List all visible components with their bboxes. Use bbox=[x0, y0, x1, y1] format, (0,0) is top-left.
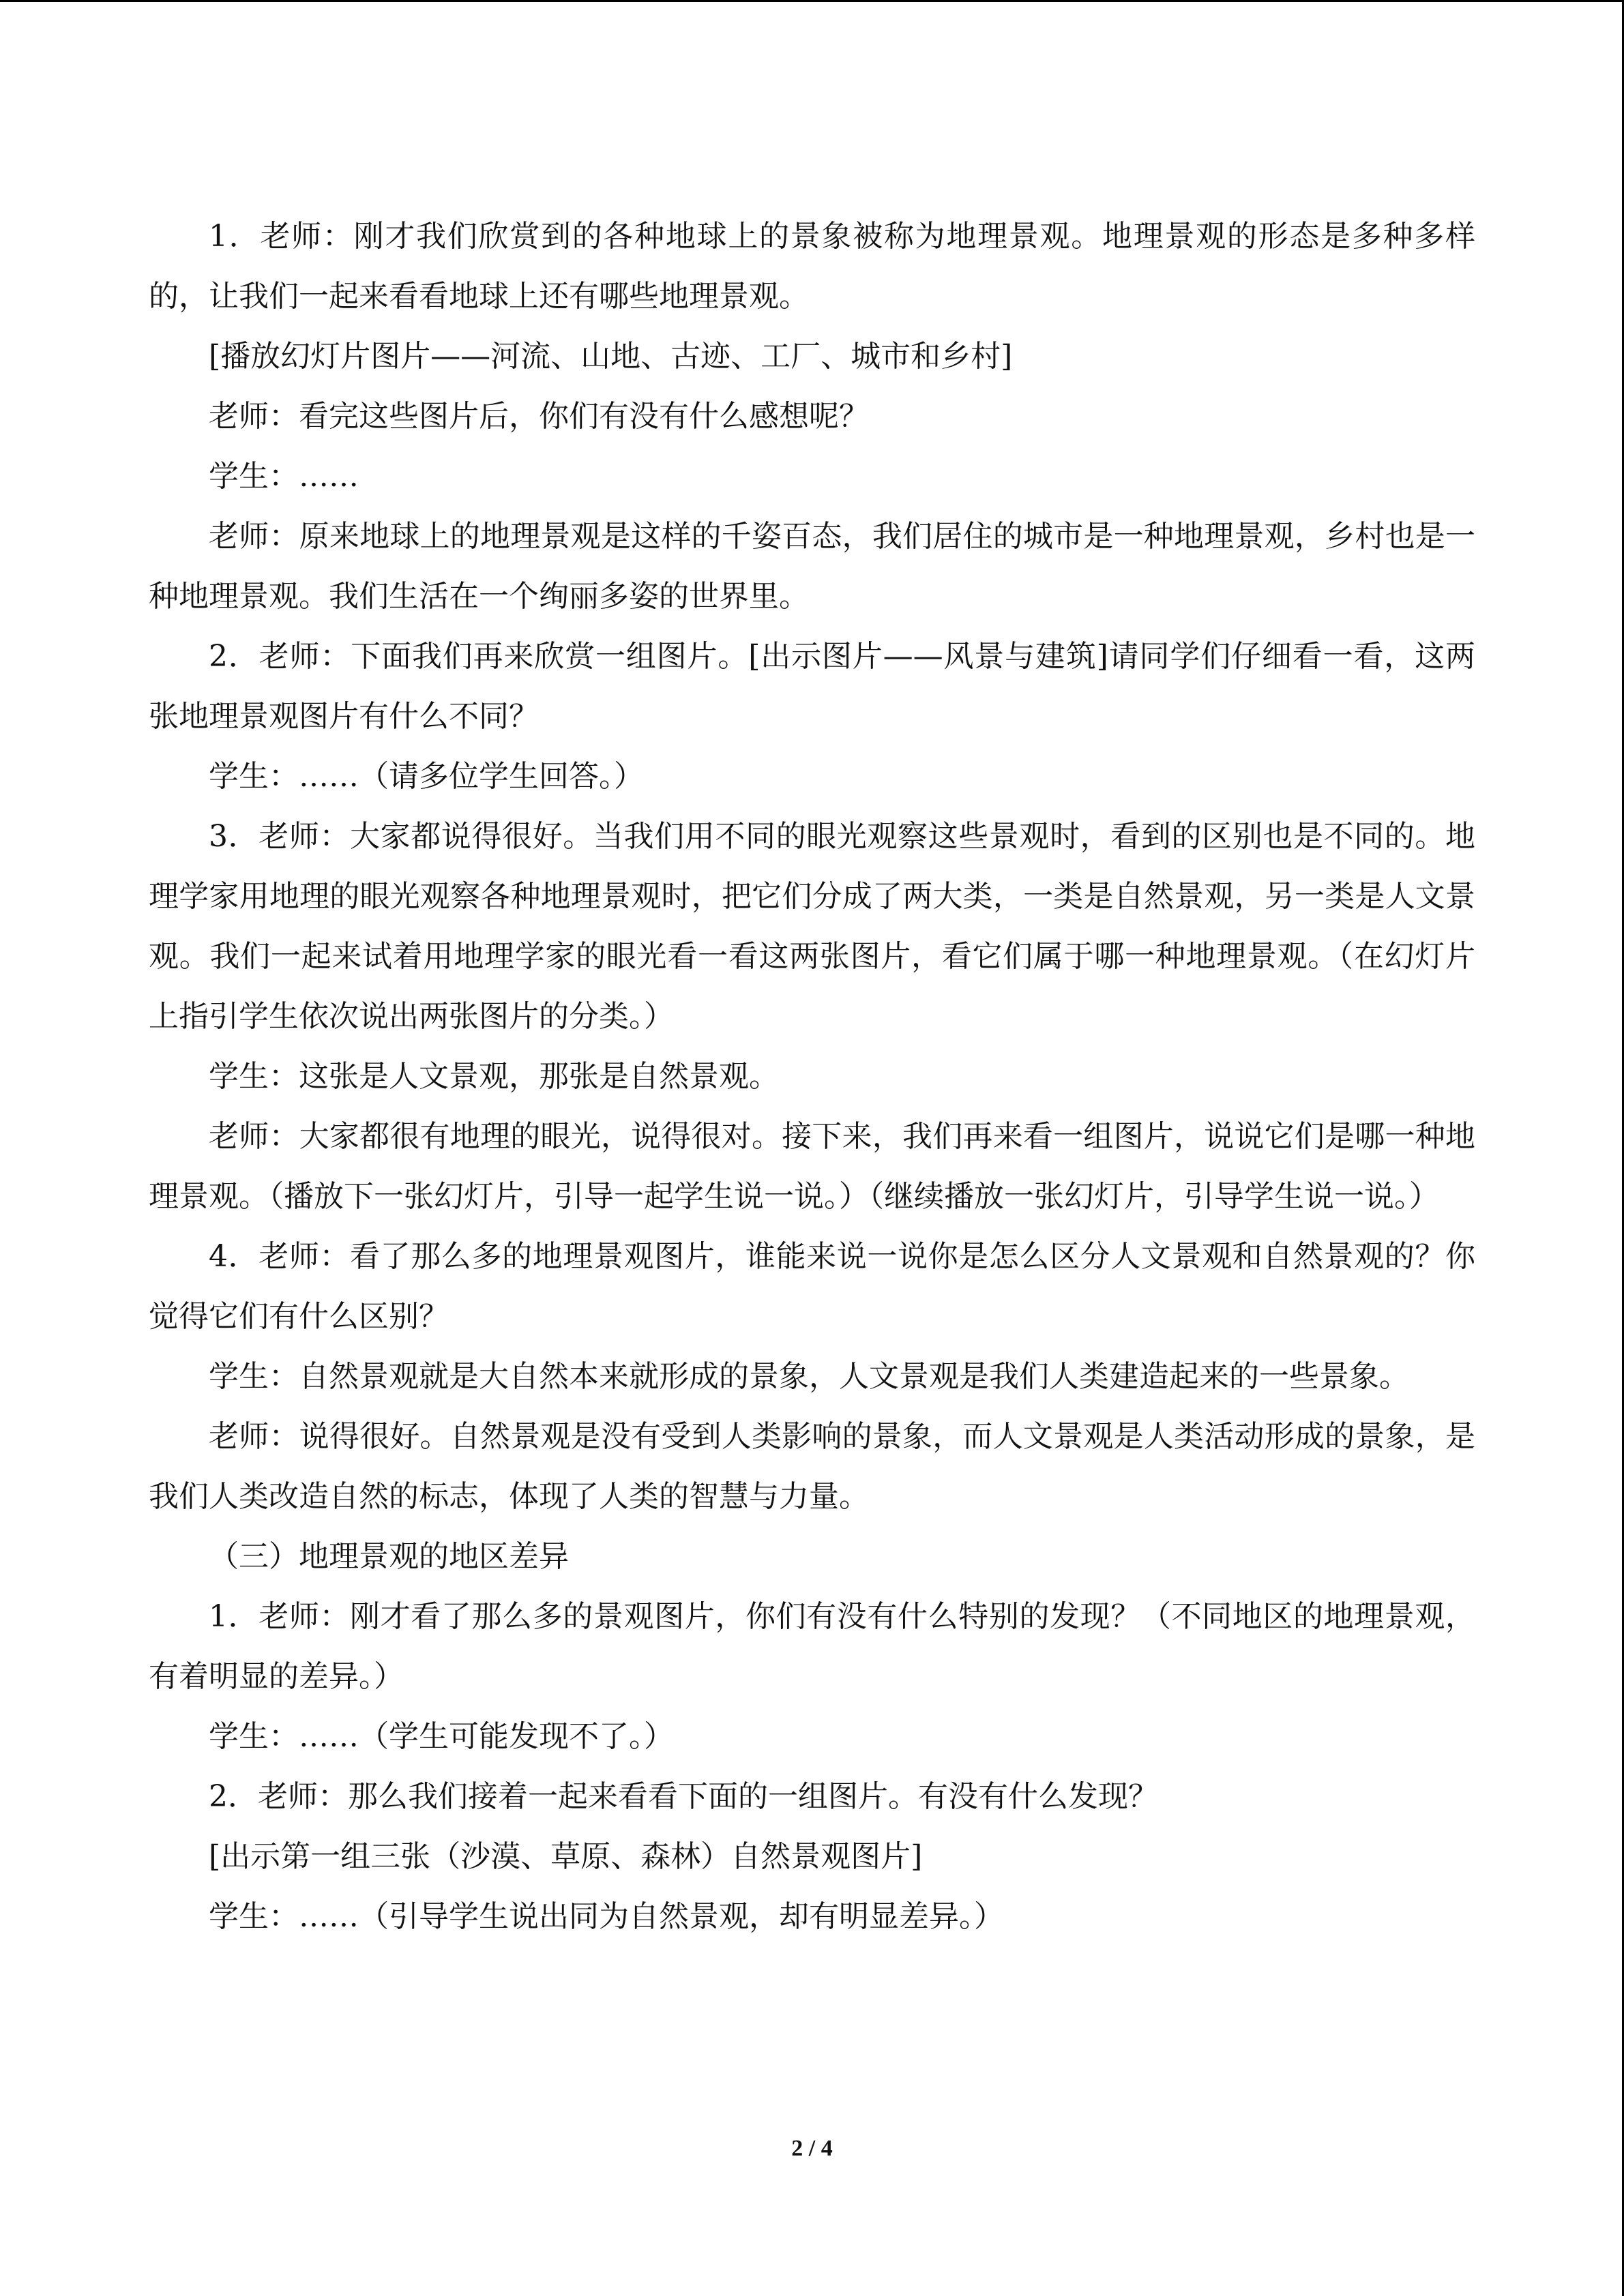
paragraph-3: 老师：看完这些图片后，你们有没有什么感想呢？ bbox=[209, 399, 869, 434]
paragraph-18: [出示第一组三张（沙漠、草原、森林）自然景观图片] bbox=[209, 1839, 923, 1874]
document-body bbox=[149, 207, 1475, 1947]
paragraph-15: 1．老师：刚才看了那么多的景观图片，你们有没有什么特别的发现？（不同地区的地理景观，有着明显的差异。） bbox=[149, 1599, 1475, 1694]
paragraph-19: 学生：……（引导学生说出同为自然景观，却有明显差异。） bbox=[209, 1899, 1004, 1934]
section-heading: （三）地理景观的地区差异 bbox=[209, 1539, 569, 1574]
paragraph-8: 3．老师：大家都说得很好。当我们用不同的眼光观察这些景观时，看到的区别也是不同的。地理学家用地理的眼光观察各种地理景观时，把它们分成了两大类，一类是自然景观，另一类是人文景观。我们一起来试着用地理学家的眼光看一看这两张图片，看它们属于哪一种地理景观。（在幻灯片上指引学生依次说出两张图片的分类。） bbox=[149, 819, 1475, 1034]
paragraph-11: 4．老师：看了那么多的地理景观图片，谁能来说一说你是怎么区分人文景观和自然景观的？你觉得它们有什么区别？ bbox=[149, 1239, 1475, 1334]
paragraph-4: 学生：…… bbox=[209, 459, 359, 494]
paragraph-13: 老师：说得很好。自然景观是没有受到人类影响的景象，而人文景观是人类活动形成的景象，是我们人类改造自然的标志，体现了人类的智慧与力量。 bbox=[149, 1419, 1475, 1514]
paragraph-17: 2．老师：那么我们接着一起来看看下面的一组图片。有没有什么发现？ bbox=[209, 1779, 1158, 1814]
paragraph-1: 1．老师：刚才我们欣赏到的各种地球上的景象被称为地理景观。地理景观的形态是多种多样的，让我们一起来看看地球上还有哪些地理景观。 bbox=[149, 219, 1475, 314]
paragraph-10: 老师：大家都很有地理的眼光，说得很对。接下来，我们再来看一组图片，说说它们是哪一种地理景观。（播放下一张幻灯片，引导一起学生说一说。）（继续播放一张幻灯片，引导学生说一说。） bbox=[149, 1119, 1475, 1214]
paragraph-7: 学生：……（请多位学生回答。） bbox=[209, 759, 644, 794]
paragraph-6: 2．老师：下面我们再来欣赏一组图片。[出示图片——风景与建筑]请同学们仔细看一看，这两张地理景观图片有什么不同？ bbox=[149, 639, 1475, 734]
paragraph-9: 学生：这张是人文景观，那张是自然景观。 bbox=[209, 1059, 779, 1094]
paragraph-12: 学生：自然景观就是大自然本来就形成的景象，人文景观是我们人类建造起来的一些景象。 bbox=[209, 1359, 1409, 1394]
paragraph-5: 老师：原来地球上的地理景观是这样的千姿百态，我们居住的城市是一种地理景观，乡村也是一种地理景观。我们生活在一个绚丽多姿的世界里。 bbox=[149, 519, 1475, 614]
page-number: 2 / 4 bbox=[791, 2136, 833, 2161]
paragraph-2: [播放幻灯片图片——河流、山地、古迹、工厂、城市和乡村] bbox=[209, 339, 1013, 374]
paragraph-16: 学生：……（学生可能发现不了。） bbox=[209, 1719, 674, 1754]
